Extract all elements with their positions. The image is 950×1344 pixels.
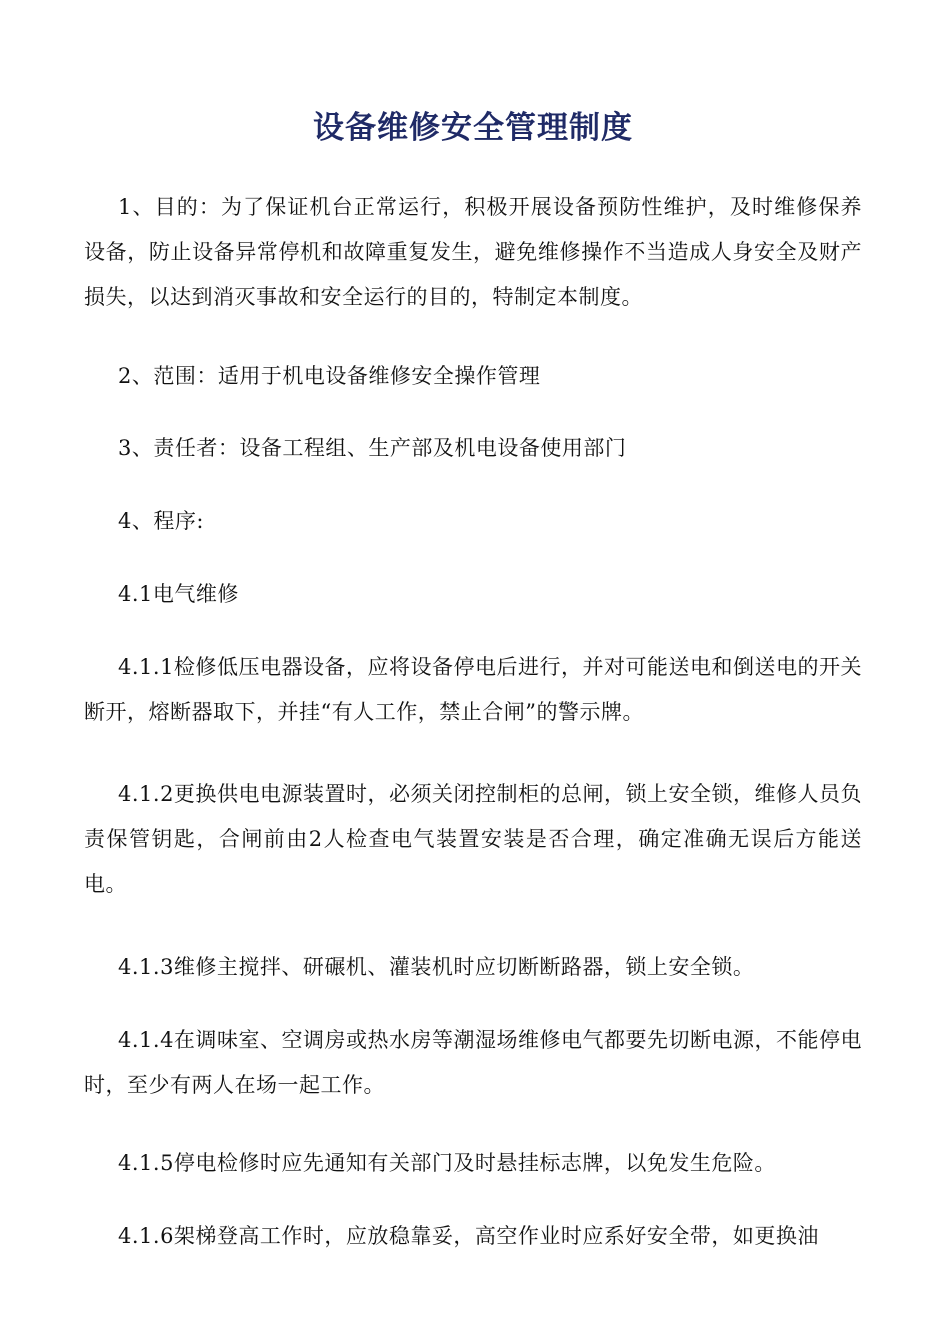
paragraph-responsibility: 3、责任者：设备工程组、生产部及机电设备使用部门: [118, 436, 627, 460]
section-heading-4-1: 4.1电气维修: [118, 582, 239, 606]
paragraph-procedure: 4、程序:: [118, 509, 204, 533]
paragraph-scope: 2、范围：适用于机电设备维修安全操作管理: [118, 364, 541, 388]
paragraph-4-1-1: 4.1.1检修低压电器设备，应将设备停电后进行，并对可能送电和倒送电的开关断开，熔断器取下，并挂“有人工作，禁止合闸”的警示牌。: [84, 655, 862, 724]
paragraph-4-1-3: 4.1.3维修主搅拌、研碾机、灌装机时应切断断路器，锁上安全锁。: [118, 955, 755, 979]
paragraph-4-1-4: 4.1.4在调味室、空调房或热水房等潮湿场维修电气都要先切断电源，不能停电时，至少有两人在场一起工作。: [84, 1028, 862, 1097]
paragraph-4-1-6: 4.1.6架梯登高工作时，应放稳靠妥，高空作业时应系好安全带，如更换油: [118, 1224, 819, 1248]
document-title: 设备维修安全管理制度: [313, 110, 633, 146]
paragraph-purpose: 1、目的：为了保证机台正常运行，积极开展设备预防性维护，及时维修保养设备，防止设备异常停机和故障重复发生，避免维修操作不当造成人身安全及财产损失，以达到消灭事故和安全运行的目的，特制定本制度。: [84, 195, 862, 309]
paragraph-4-1-2: 4.1.2更换供电电源装置时，必须关闭控制柜的总闸，锁上安全锁，维修人员负责保管钥匙，合闸前由2人检查电气装置安装是否合理，确定准确无误后方能送电。: [84, 782, 862, 896]
paragraph-4-1-5: 4.1.5停电检修时应先通知有关部门及时悬挂标志牌，以免发生危险。: [118, 1151, 776, 1175]
